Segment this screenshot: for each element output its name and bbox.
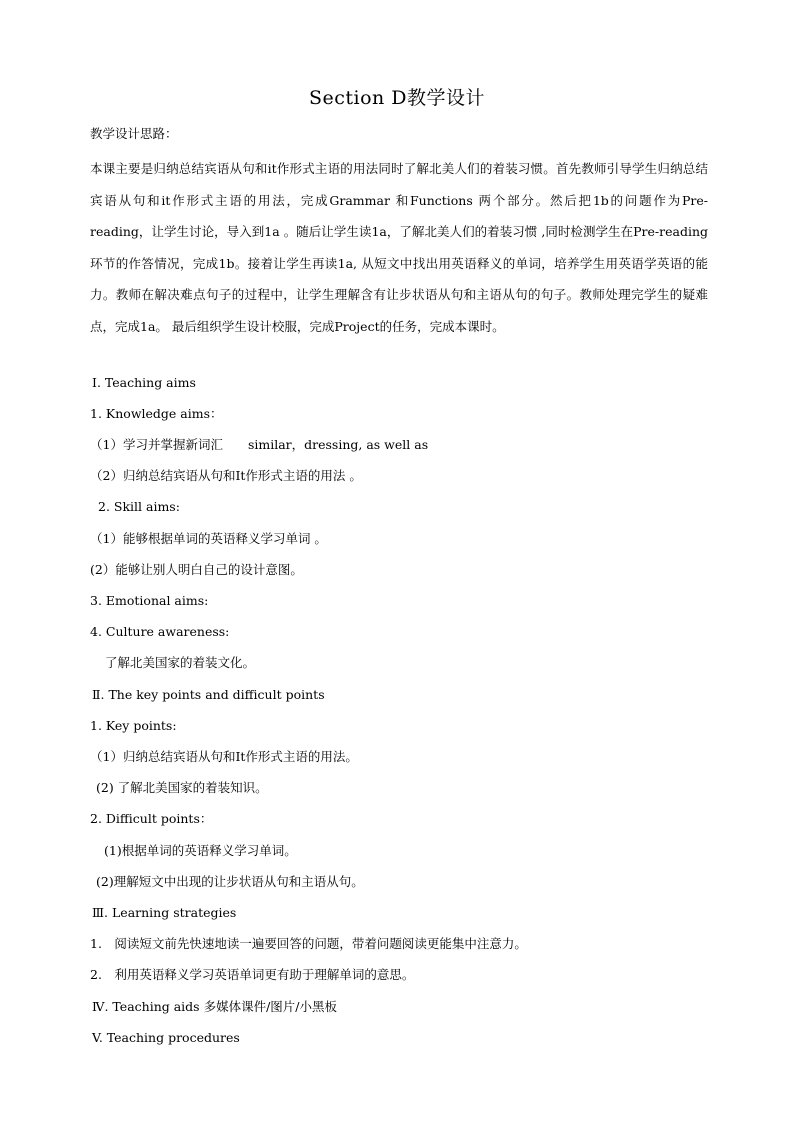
intro-heading: 教学设计思路： <box>90 126 178 141</box>
list-item: （1）学习并掌握新词汇 similar，dressing, as well as <box>90 437 429 452</box>
list-item: (2)理解短文中出现的让步状语从句和主语从句。 <box>96 874 364 889</box>
subheading-difficult-points: 2. Difficult points： <box>90 811 213 826</box>
list-item: 了解北美国家的着装文化。 <box>105 655 256 670</box>
subheading-skill-aims: 2. Skill aims: <box>98 499 180 514</box>
section-heading-teaching-aids: Ⅳ. Teaching aids 多媒体课件/图片/小黑板 <box>92 999 337 1014</box>
subheading-knowledge-aims: 1. Knowledge aims： <box>90 406 223 421</box>
list-item: （2）归纳总结宾语从句和It作形式主语的用法 。 <box>90 468 362 483</box>
section-heading-teaching-procedures: V. Teaching procedures <box>92 1030 240 1045</box>
subheading-culture-awareness: 4. Culture awareness: <box>90 624 230 639</box>
list-item: (1)根据单词的英语释义学习单词。 <box>104 843 297 858</box>
list-item: （1）能够根据单词的英语释义学习单词 。 <box>90 531 327 546</box>
list-item: (2）能够让别人明白自己的设计意图。 <box>90 562 303 577</box>
list-item: 2. 利用英语释义学习英语单词更有助于理解单词的意思。 <box>90 967 415 982</box>
section-heading-key-points: Ⅱ. The key points and difficult points <box>92 687 325 702</box>
list-item: （1）归纳总结宾语从句和It作形式主语的用法。 <box>90 749 358 764</box>
subheading-key-points: 1. Key points: <box>90 718 177 733</box>
list-item: 1. 阅读短文前先快速地读一遍要回答的问题，带着问题阅读更能集中注意力。 <box>90 936 527 951</box>
subheading-emotional-aims: 3. Emotional aims: <box>90 593 209 608</box>
list-item: (2) 了解北美国家的着装知识。 <box>96 780 268 795</box>
document-title: Section D教学设计 <box>308 87 486 109</box>
section-heading-teaching-aims: Ⅰ. Teaching aims <box>92 375 196 390</box>
section-heading-learning-strategies: Ⅲ. Learning strategies <box>92 905 237 920</box>
intro-paragraph: 本课主要是归纳总结宾语从句和it作形式主语的用法同时了解北美人们的着装习惯。首先教师引导学生归纳总结宾语从句和it作形式主语的用法，完成Grammar 和Functions 两个部分。然后把1b的问题作为Pre-reading，让学生讨论，导入到1a 。随后让学生读1a，了解北美人们的着装习惯 ,同时检测学生在Pre-reading 环节的作答情况，完成1b。接着让学生再读1a, 从短文中找出用英语释义的单词，培养学生用英语学英语的能力。教师在解决难点句子的过程中，让学生理解含有让步状语从句和主语从句的句子。教师处理完学生的疑难点，完成1a。 最后组织学生设计校服，完成Project的任务，完成本课时。 <box>90 161 708 334</box>
